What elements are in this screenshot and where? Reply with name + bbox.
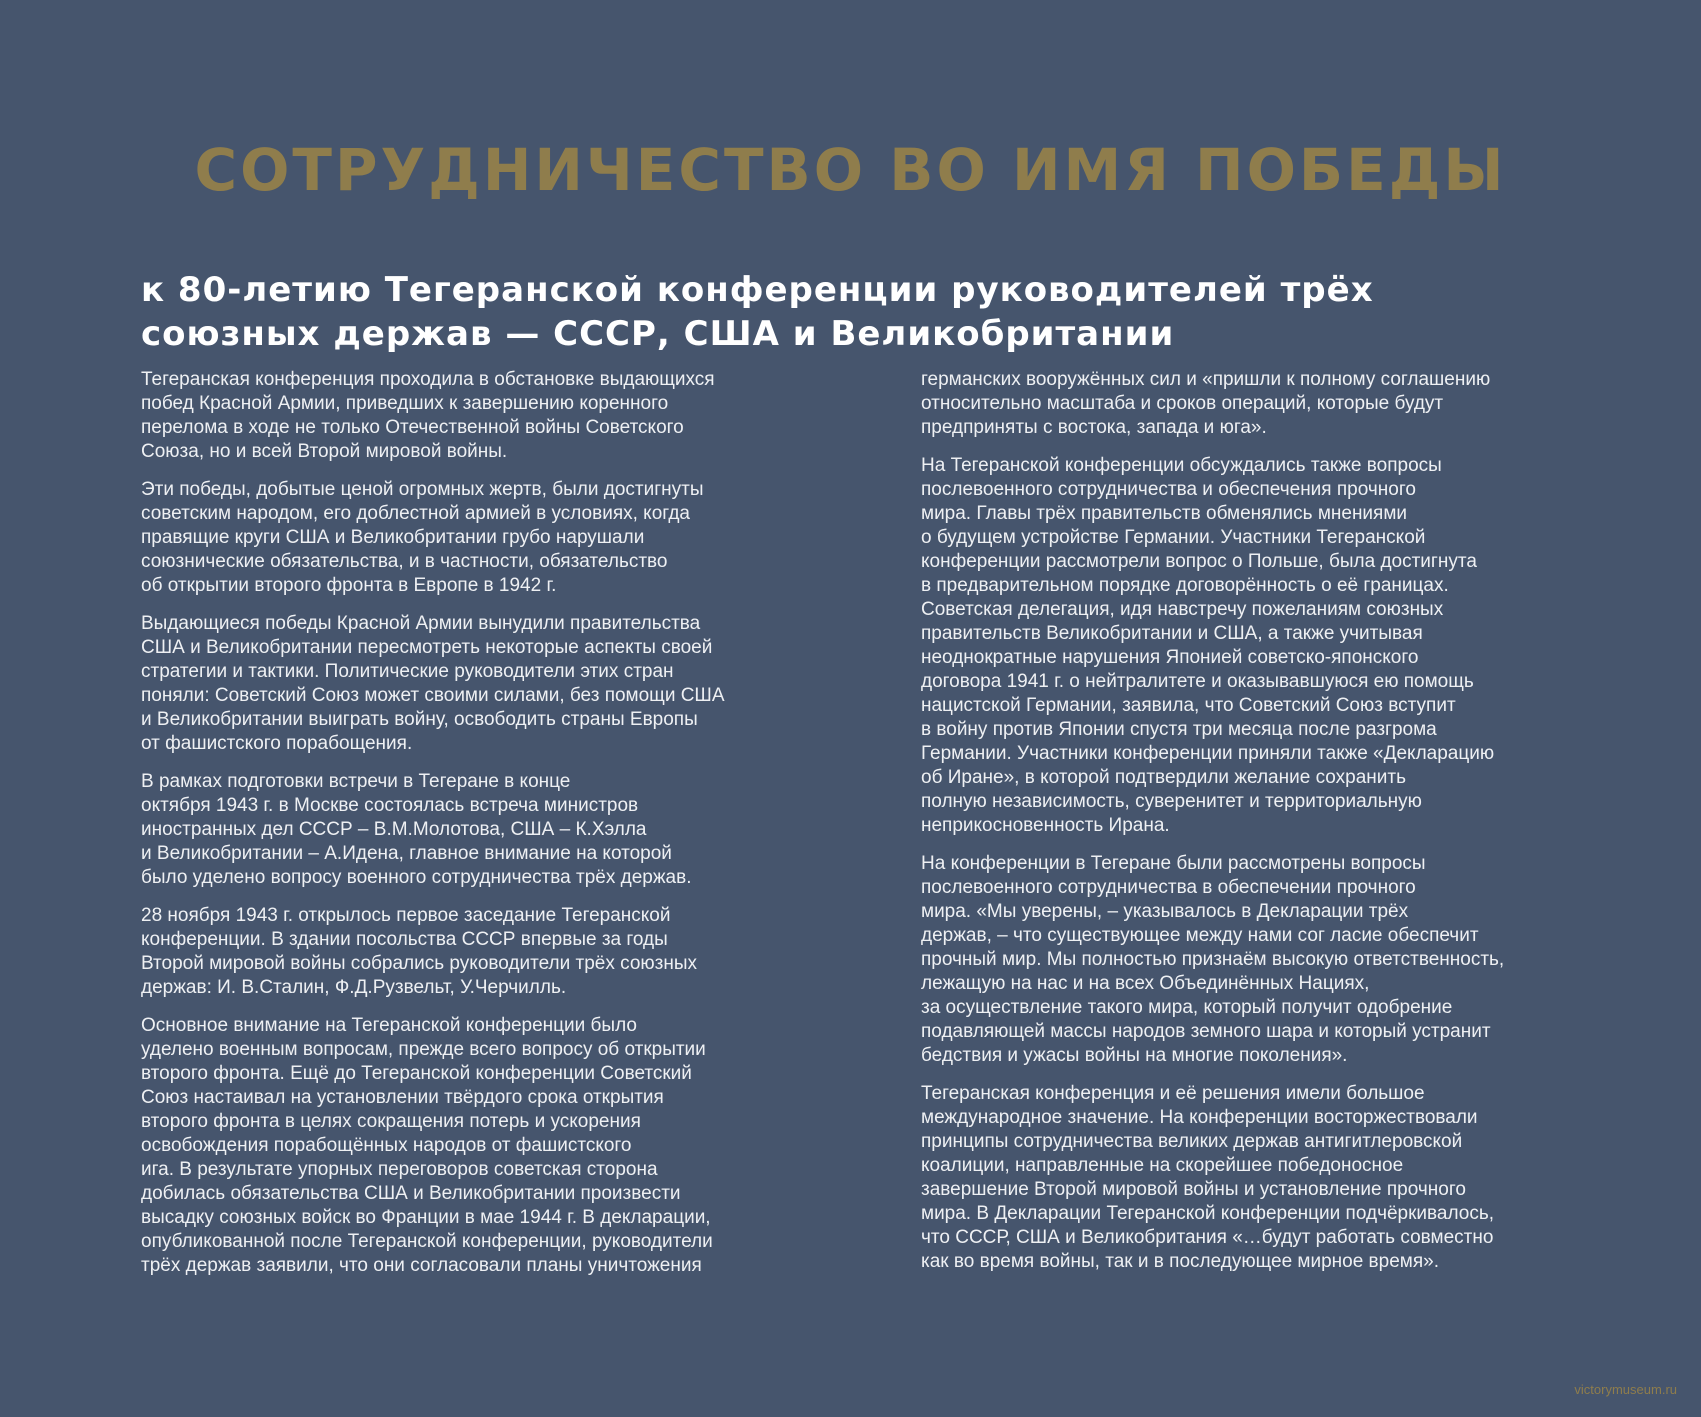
text-line: завершение Второй мировой войны и установление прочного <box>921 1179 1466 1200</box>
text-line: принципы сотрудничества великих держав антигитлеровской <box>921 1131 1463 1152</box>
text-line: об Иране», в которой подтвердили желание сохранить <box>921 767 1406 788</box>
text-line: Тегеранская конференция и её решения имели большое <box>921 1083 1425 1104</box>
text-line: советским народом, его доблестной армией в условиях, когда <box>141 503 690 524</box>
text-line: Союз настаивал на установлении твёрдого срока открытия <box>141 1087 664 1108</box>
text-line: уделено военным вопросам, прежде всего вопросу об открытии <box>141 1039 706 1060</box>
text-line: мира. В Декларации Тегеранской конференции подчёркивалось, <box>921 1203 1495 1224</box>
text-line: неприкосновенность Ирана. <box>921 815 1170 836</box>
text-line: мира. «Мы уверены, – указывалось в Декларации трёх <box>921 901 1409 922</box>
text-line: конференции рассмотрели вопрос о Польше, была достигнута <box>921 551 1477 572</box>
text-line: о будущем устройстве Германии. Участники Тегеранской <box>921 527 1426 548</box>
text-paragraph <box>141 904 781 1000</box>
text-line: второго фронта в целях сокращения потерь и ускорения <box>141 1111 641 1132</box>
text-line: прочный мир. Мы полностью признаём высокую ответственность, <box>921 949 1505 970</box>
text-line: неоднократные нарушения Японией советско-японского <box>921 647 1419 668</box>
text-line: коалиции, направленные на скорейшее победоносное <box>921 1155 1404 1176</box>
text-line: нацистской Германии, заявила, что Советский Союз вступит <box>921 695 1456 716</box>
text-paragraph <box>141 1014 781 1278</box>
text-line: за осуществление такого мира, который получит одобрение <box>921 997 1453 1018</box>
text-line: правительств Великобритании и США, а также учитывая <box>921 623 1423 644</box>
left-text-column <box>141 368 781 1292</box>
text-line: высадку союзных войск во Франции в мае 1944 г. В декларации, <box>141 1207 711 1228</box>
right-text-column <box>921 368 1561 1288</box>
text-line: иностранных дел СССР – В.М.Молотова, США – К.Хэлла <box>141 819 647 840</box>
subtitle-line: к 80-летию Тегеранской конференции руководителей трёх <box>141 270 1374 310</box>
text-line: Выдающиеся победы Красной Армии вынудили правительства <box>141 613 701 634</box>
page-title: СОТРУДНИЧЕСТВО ВО ИМЯ ПОБЕДЫ <box>194 136 1507 204</box>
text-line: держав, – что существующее между нами сог ласие обеспечит <box>921 925 1479 946</box>
text-paragraph <box>141 478 781 598</box>
text-line: лежащую на нас и на всех Объединённых Нациях, <box>921 973 1370 994</box>
text-paragraph <box>141 368 781 464</box>
text-line: об открытии второго фронта в Европе в 1942 г. <box>141 575 557 596</box>
text-line: ига. В результате упорных переговоров советская сторона <box>141 1159 658 1180</box>
text-line: октября 1943 г. в Москве состоялась встреча министров <box>141 795 639 816</box>
text-line: США и Великобритании пересмотреть некоторые аспекты своей <box>141 637 713 658</box>
text-line: договора 1941 г. о нейтралитете и оказывавшуюся ею помощь <box>921 671 1474 692</box>
text-line: в предварительном порядке договорённость о её границах. <box>921 575 1449 596</box>
text-line: что СССР, США и Великобритания «…будут работать совместно <box>921 1227 1494 1248</box>
text-line: держав: И. В.Сталин, Ф.Д.Рузвельт, У.Черчилль. <box>141 977 567 998</box>
text-line: стратегии и тактики. Политические руководители этих стран <box>141 661 674 682</box>
text-line: конференции. В здании посольства СССР впервые за годы <box>141 929 668 950</box>
text-line: послевоенного сотрудничества в обеспечении прочного <box>921 877 1416 898</box>
text-line: германских вооружённых сил и «пришли к полному соглашению <box>921 369 1491 390</box>
text-paragraph <box>921 368 1561 440</box>
text-line: относительно масштаба и сроков операций, которые будут <box>921 393 1444 414</box>
text-line: как во время войны, так и в последующее мирное время». <box>921 1251 1439 1272</box>
text-line: побед Красной Армии, приведших к завершению коренного <box>141 393 669 414</box>
text-line: и Великобритании – А.Идена, главное внимание на которой <box>141 843 672 864</box>
site-watermark: victorymuseum.ru <box>1574 1382 1677 1397</box>
text-line: второго фронта. Ещё до Тегеранской конференции Советский <box>141 1063 692 1084</box>
text-line: послевоенного сотрудничества и обеспечения прочного <box>921 479 1416 500</box>
text-line: Основное внимание на Тегеранской конференции было <box>141 1015 637 1036</box>
text-line: от фашистского порабощения. <box>141 733 413 754</box>
text-line: освобождения порабощённых народов от фашистского <box>141 1135 632 1156</box>
text-line: союзнические обязательства, и в частности, обязательство <box>141 551 668 572</box>
text-line: Союза, но и всей Второй мировой войны. <box>141 441 508 462</box>
text-line: полную независимость, суверенитет и территориальную <box>921 791 1422 812</box>
text-line: было уделено вопросу военного сотрудничества трёх держав. <box>141 867 692 888</box>
text-paragraph <box>141 612 781 756</box>
text-line: Советская делегация, идя навстречу пожеланиям союзных <box>921 599 1444 620</box>
text-line: и Великобритании выиграть войну, освободить страны Европы <box>141 709 698 730</box>
text-line: в войну против Японии спустя три месяца после разгрома <box>921 719 1437 740</box>
text-line: подавляющей массы народов земного шара и который устранит <box>921 1021 1491 1042</box>
text-line: 28 ноября 1943 г. открылось первое заседание Тегеранской <box>141 905 671 926</box>
text-line: поняли: Советский Союз может своими силами, без помощи США <box>141 685 725 706</box>
text-paragraph <box>921 1082 1561 1274</box>
text-line: мира. Главы трёх правительств обменялись мнениями <box>921 503 1408 524</box>
text-line: Второй мировой войны собрались руководители трёх союзных <box>141 953 698 974</box>
text-line: На Тегеранской конференции обсуждались также вопросы <box>921 455 1442 476</box>
page-subtitle <box>141 268 1561 356</box>
text-line: В рамках подготовки встречи в Тегеране в конце <box>141 771 571 792</box>
text-line: бедствия и ужасы войны на многие поколения». <box>921 1045 1348 1066</box>
text-line: трёх держав заявили, что они согласовали планы уничтожения <box>141 1255 702 1276</box>
text-line: Германии. Участники конференции приняли также «Декларацию <box>921 743 1495 764</box>
text-line: международное значение. На конференции восторжествовали <box>921 1107 1478 1128</box>
text-line: Эти победы, добытые ценой огромных жертв, были достигнуты <box>141 479 704 500</box>
text-line: добилась обязательства США и Великобритании произвести <box>141 1183 681 1204</box>
text-paragraph <box>141 770 781 890</box>
subtitle-line: союзных держав — СССР, США и Великобритании <box>141 314 1175 354</box>
text-line: перелома в ходе не только Отечественной войны Советского <box>141 417 684 438</box>
text-line: Тегеранская конференция проходила в обстановке выдающихся <box>141 369 715 390</box>
text-line: На конференции в Тегеране были рассмотрены вопросы <box>921 853 1426 874</box>
text-line: опубликованной после Тегеранской конференции, руководители <box>141 1231 713 1252</box>
text-line: правящие круги США и Великобритании грубо нарушали <box>141 527 645 548</box>
text-paragraph <box>921 852 1561 1068</box>
text-paragraph <box>921 454 1561 838</box>
text-line: предприняты с востока, запада и юга». <box>921 417 1267 438</box>
